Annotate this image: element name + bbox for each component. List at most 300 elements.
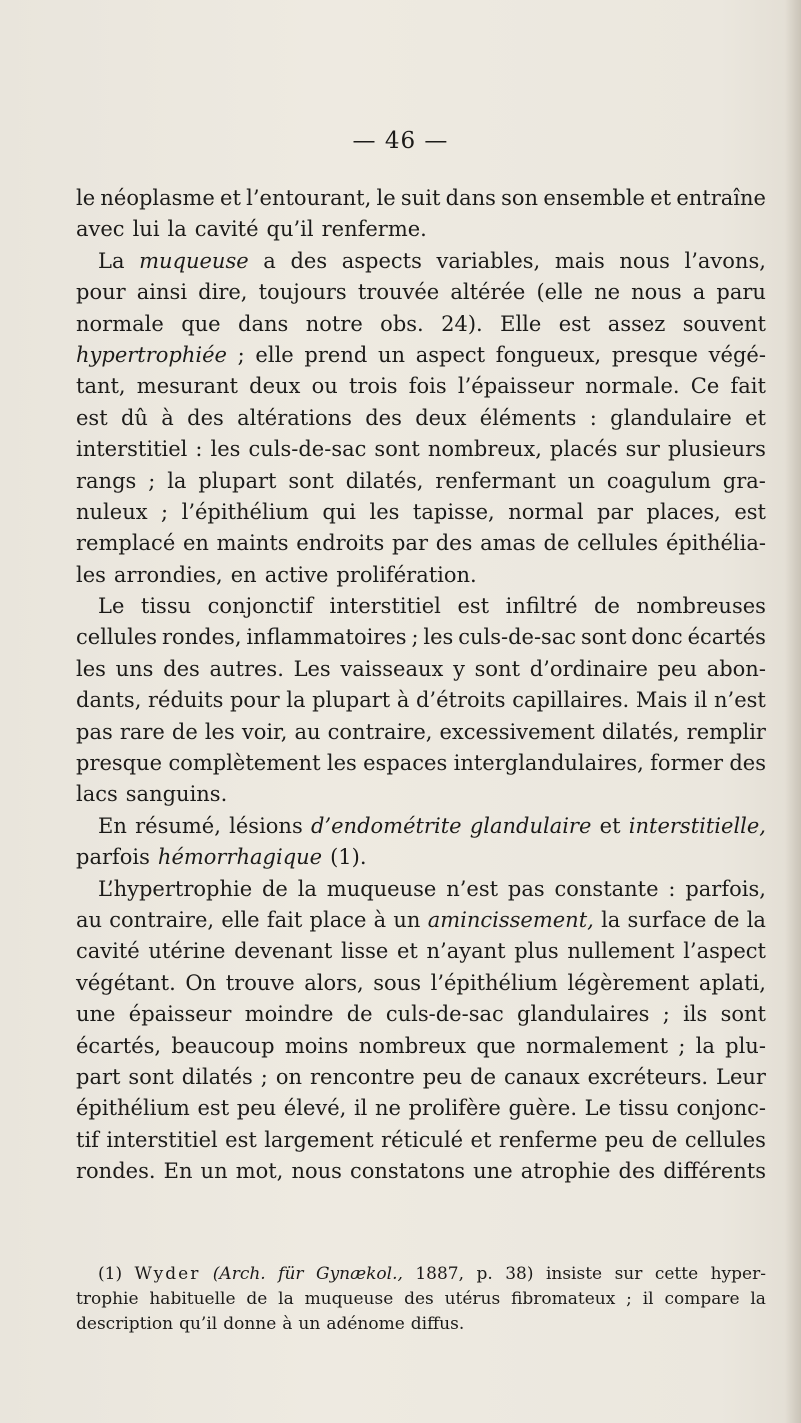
word: trophie — [76, 1289, 139, 1309]
word: excessivement — [439, 719, 595, 744]
word: presque — [76, 751, 163, 776]
word: canaux — [504, 1064, 580, 1089]
word: les — [369, 499, 400, 524]
word: elle — [255, 342, 294, 367]
word: d’ordinaire — [529, 656, 648, 681]
word: rencontre — [309, 1064, 415, 1089]
word: guère. — [508, 1096, 578, 1121]
word: sur — [614, 1264, 643, 1284]
word: : — [195, 437, 203, 462]
word: des — [290, 248, 328, 273]
word: mot, — [235, 1159, 284, 1184]
word: conjonc- — [676, 1096, 766, 1121]
word: mesurant — [136, 374, 238, 399]
word: les — [76, 562, 106, 587]
word: l’épithélium — [181, 499, 309, 524]
word: vaisseaux — [340, 656, 444, 681]
word: rare — [119, 719, 165, 744]
text-line — [76, 936, 766, 967]
word: renferme — [498, 1127, 598, 1152]
word: culs-de-sac — [385, 1002, 504, 1027]
word: lui — [132, 217, 160, 242]
word: nombreux — [358, 1033, 467, 1058]
word: ; — [148, 468, 156, 493]
word: beaucoup — [171, 1033, 275, 1058]
word: nous — [291, 1159, 342, 1184]
text-line — [76, 811, 766, 842]
word: légèrement — [567, 970, 690, 995]
word: la — [746, 907, 766, 932]
word: rangs — [76, 468, 137, 493]
text-line — [76, 622, 766, 653]
text-line — [76, 1093, 766, 1124]
word: sous — [373, 970, 421, 995]
word: épaisseur — [128, 1002, 232, 1027]
word: est — [197, 1096, 230, 1121]
word: diffus. — [410, 1314, 465, 1334]
word: sont — [288, 468, 334, 493]
word: que — [181, 311, 221, 336]
word: est — [734, 499, 766, 524]
word: tissu — [140, 594, 192, 619]
word: trois — [348, 374, 398, 399]
word: a — [263, 248, 276, 273]
word: largement — [264, 1127, 374, 1152]
word: atrophie — [520, 1159, 611, 1184]
word: (elle — [536, 280, 583, 305]
word: est — [558, 311, 591, 336]
word: variables, — [436, 248, 541, 273]
word: qu’il — [266, 217, 314, 242]
word: former — [650, 751, 723, 776]
word: cavité — [76, 939, 140, 964]
word: p. — [476, 1264, 493, 1284]
page-number: — 46 — — [352, 128, 449, 154]
word: endroits — [296, 531, 385, 556]
word: prolifère — [408, 1096, 501, 1121]
word: tapisse, — [412, 499, 495, 524]
word: nous — [619, 248, 670, 273]
word: sont — [581, 625, 627, 650]
word: Mais — [635, 688, 688, 713]
word: ils — [683, 1002, 708, 1027]
word: n’ayant — [426, 939, 506, 964]
word: excréteurs. — [587, 1064, 709, 1089]
word: abon- — [706, 656, 766, 681]
word: des — [187, 405, 224, 430]
word: est — [76, 405, 108, 430]
word: 38) — [505, 1264, 534, 1284]
word: On — [185, 970, 217, 995]
word: prend — [304, 342, 368, 367]
word: contraire, — [327, 719, 433, 744]
word: places, — [646, 499, 721, 524]
text-line — [76, 214, 766, 245]
word: plupart — [312, 688, 391, 713]
word: 1887, — [415, 1264, 465, 1284]
word: d’étroits — [415, 688, 506, 713]
word: fait — [266, 907, 303, 932]
word: gra- — [722, 468, 766, 493]
word: sont — [720, 1002, 766, 1027]
word: nous — [631, 280, 682, 305]
word: ne — [594, 280, 621, 305]
word: réduits — [148, 688, 224, 713]
text-line — [76, 1031, 766, 1062]
word: un — [567, 468, 595, 493]
word: dans — [445, 186, 496, 210]
word: place — [309, 907, 367, 932]
word: fois — [408, 374, 447, 399]
word: des — [435, 531, 473, 556]
word: muqueuse — [326, 876, 437, 901]
word: à — [161, 405, 174, 430]
word: pour — [76, 280, 126, 305]
word: parfois, — [685, 876, 766, 901]
word: mais — [554, 248, 605, 273]
word: tissu — [618, 1096, 669, 1121]
word: l’épaisseur — [457, 374, 574, 399]
word: muqueuse — [139, 248, 249, 273]
word: amincissement, — [427, 907, 594, 932]
word: Wyder — [134, 1264, 201, 1284]
word: donne — [223, 1314, 277, 1334]
word: écartés, — [76, 1033, 162, 1058]
word: (1). — [330, 845, 367, 870]
word: de — [246, 1289, 268, 1309]
word: souvent — [682, 311, 766, 336]
word: qu’il — [179, 1314, 218, 1334]
text-line — [76, 905, 766, 936]
text-line — [76, 528, 766, 559]
word: autres. — [209, 656, 284, 681]
word: à — [282, 1314, 293, 1334]
word: à — [396, 688, 410, 713]
word: capillaires. — [512, 688, 630, 713]
word: nullement — [567, 939, 675, 964]
word: surface — [627, 907, 707, 932]
word: différents — [663, 1159, 766, 1184]
text-line — [76, 779, 766, 810]
word: des — [404, 1289, 434, 1309]
word: interstitiel — [106, 1127, 218, 1152]
word: et — [470, 1127, 492, 1152]
word: une — [473, 1159, 513, 1184]
word: ; — [626, 1289, 632, 1309]
word: : — [589, 405, 597, 430]
word: muqueuse — [304, 1289, 394, 1309]
word: deux — [249, 374, 301, 399]
text-line — [76, 874, 766, 905]
word: de — [543, 531, 570, 556]
word: dants, — [76, 688, 142, 713]
word: normale — [76, 311, 164, 336]
word: il — [642, 1289, 654, 1309]
word: normale. — [585, 374, 680, 399]
word: il — [353, 1096, 368, 1121]
word: la — [167, 468, 187, 493]
word: la — [297, 876, 317, 901]
word: ; — [237, 342, 245, 367]
word: placés — [549, 437, 618, 462]
word: rondes, — [161, 625, 242, 650]
word: de — [651, 1127, 678, 1152]
word: l’avons, — [684, 248, 766, 273]
word: ; — [260, 1064, 268, 1089]
word: tif — [76, 1127, 99, 1152]
word: les — [326, 751, 357, 776]
word: réticulé — [381, 1127, 464, 1152]
word: les — [204, 719, 235, 744]
word: complètement — [168, 751, 321, 776]
word: hypertrophiée — [76, 342, 227, 367]
text-line — [76, 466, 766, 497]
word: lésions — [229, 813, 303, 838]
word: Gynækol., — [315, 1264, 403, 1284]
word: glandulaires — [517, 1002, 650, 1027]
word: fongueux, — [495, 342, 602, 367]
word: sanguins. — [125, 782, 228, 807]
word: les — [76, 656, 106, 681]
word: trouvée — [357, 280, 440, 305]
word: altérée — [450, 280, 526, 305]
word: épithélium — [76, 1096, 190, 1121]
word: par — [391, 531, 428, 556]
word: constante — [554, 876, 659, 901]
word: lacs — [76, 782, 118, 807]
word: plusieurs — [667, 437, 766, 462]
word: prolifération. — [336, 562, 477, 587]
word: ensemble — [543, 186, 645, 210]
word: la — [695, 1033, 715, 1058]
word: fibromateux — [511, 1289, 616, 1309]
word: uns — [115, 656, 154, 681]
word: espaces — [363, 751, 448, 776]
word: Leur — [716, 1064, 766, 1089]
text-line — [76, 497, 766, 528]
footnote-line — [76, 1312, 766, 1337]
word: on — [275, 1064, 303, 1089]
word: hyper- — [710, 1264, 766, 1284]
word: cette — [654, 1264, 699, 1284]
word: peu — [657, 656, 697, 681]
word: active — [264, 562, 329, 587]
word: deux — [415, 405, 467, 430]
word: dire, — [198, 280, 248, 305]
word: l’entourant, — [246, 186, 372, 210]
word: rondes. — [76, 1159, 156, 1184]
word: remplacé — [76, 531, 176, 556]
footnote-line — [76, 1287, 766, 1312]
word: néoplasme — [100, 186, 215, 210]
word: voir, — [241, 719, 288, 744]
word: son — [501, 186, 539, 210]
word: l’épithélium — [430, 970, 558, 995]
word: dû — [120, 405, 148, 430]
word: obs. — [380, 311, 424, 336]
word: insiste — [545, 1264, 603, 1284]
word: aspect — [415, 342, 486, 367]
word: habituelle — [149, 1289, 236, 1309]
word: sur — [625, 437, 660, 462]
word: un — [298, 1314, 321, 1334]
word: résumé, — [135, 813, 221, 838]
word: aspects — [341, 248, 422, 273]
text-line — [76, 717, 766, 748]
word: de — [171, 719, 198, 744]
word: par — [597, 499, 634, 524]
word: des — [163, 656, 200, 681]
word: sont — [374, 437, 420, 462]
text-line — [76, 685, 766, 716]
word: conjonctif — [207, 594, 313, 619]
word: et — [650, 186, 672, 210]
word: que — [476, 1033, 516, 1058]
word: sont — [128, 1064, 174, 1089]
word: l’aspect — [683, 939, 766, 964]
word: et — [220, 186, 241, 210]
word: culs-de-sac — [248, 437, 367, 462]
word: : — [668, 876, 676, 901]
word: avec — [76, 217, 125, 242]
word: la — [750, 1289, 766, 1309]
word: la — [278, 1289, 294, 1309]
word: für — [278, 1264, 304, 1284]
word: végétant. — [76, 970, 176, 995]
word: élevé, — [283, 1096, 347, 1121]
word: donc — [631, 625, 683, 650]
word: peu — [604, 1127, 645, 1152]
word: Le — [98, 594, 125, 619]
text-line — [76, 748, 766, 779]
text-line — [76, 591, 766, 622]
word: et — [397, 939, 418, 964]
page-edge-shadow — [785, 0, 801, 1423]
word: la — [167, 217, 187, 242]
word: interglandulaires, — [453, 751, 644, 776]
word: paru — [716, 280, 766, 305]
word: Le — [584, 1096, 612, 1121]
word: arrondies, — [113, 562, 223, 587]
word: toujours — [258, 280, 347, 305]
text-line — [76, 1062, 766, 1093]
word: une — [76, 1002, 116, 1027]
word: maints — [216, 531, 289, 556]
word: un — [377, 342, 406, 367]
word: interstitiel — [76, 437, 188, 462]
word: parfois — [76, 845, 150, 870]
word: elle — [221, 907, 260, 932]
word: de — [713, 907, 740, 932]
word: presque — [611, 342, 698, 367]
word: à — [373, 907, 387, 932]
text-line — [76, 968, 766, 999]
word: nombreux, — [427, 437, 542, 462]
word: suit — [400, 186, 441, 210]
word: tant, — [76, 374, 126, 399]
word: de — [470, 1064, 497, 1089]
word: au — [76, 907, 103, 932]
word: éléments — [479, 405, 577, 430]
body-text — [76, 183, 766, 1188]
word: et — [599, 813, 621, 838]
word: a — [692, 280, 706, 305]
word: pas — [507, 876, 545, 901]
word: il — [693, 688, 708, 713]
word: part — [76, 1064, 121, 1089]
word: devenant — [234, 939, 333, 964]
word: épithélia- — [665, 531, 766, 556]
word: des — [365, 405, 402, 430]
word: cellules — [76, 625, 158, 650]
word: dilatés — [181, 1064, 253, 1089]
word: 24). — [441, 311, 483, 336]
word: est — [225, 1127, 257, 1152]
text-line — [76, 1156, 766, 1187]
word: altérations — [237, 405, 352, 430]
word: qui — [322, 499, 357, 524]
word: La — [98, 248, 125, 273]
text-line — [76, 842, 766, 873]
word: pour — [229, 688, 280, 713]
word: adénome — [326, 1314, 405, 1334]
word: ; — [662, 1002, 670, 1027]
word: la — [601, 907, 621, 932]
word: (1) — [98, 1264, 123, 1284]
footnote-line — [76, 1262, 766, 1287]
word: nuleux — [76, 499, 148, 524]
word: moindre — [244, 1002, 334, 1027]
word: notre — [305, 311, 363, 336]
word: plupart — [198, 468, 277, 493]
word: normal — [508, 499, 584, 524]
word: contraire, — [109, 907, 215, 932]
word: description — [76, 1314, 174, 1334]
word: entraîne — [676, 186, 766, 210]
word: la — [286, 688, 306, 713]
word: plus — [514, 939, 559, 964]
word: de — [261, 876, 288, 901]
word: de — [346, 1002, 373, 1027]
word: n’est — [714, 688, 766, 713]
word: le — [376, 186, 396, 210]
text-line — [76, 371, 766, 402]
word: lisse — [340, 939, 389, 964]
word: des — [618, 1159, 656, 1184]
word: ; — [411, 625, 419, 650]
word: dans — [238, 311, 289, 336]
word: Elle — [500, 311, 542, 336]
word: végé- — [708, 342, 766, 367]
word: infiltré — [505, 594, 578, 619]
word: des — [729, 751, 766, 776]
word: ainsi — [136, 280, 188, 305]
word: les — [423, 625, 454, 650]
text-line — [76, 277, 766, 308]
word: cavité — [194, 217, 259, 242]
text-line — [76, 999, 766, 1030]
word: au — [294, 719, 321, 744]
word: L’hypertrophie — [98, 876, 253, 901]
text-line — [76, 654, 766, 685]
word: dilatés, — [345, 468, 424, 493]
word: Ce — [690, 374, 720, 399]
word: les — [210, 437, 241, 462]
word: normalement — [525, 1033, 669, 1058]
word: renferme. — [321, 217, 427, 242]
word: en — [182, 531, 209, 556]
word: est — [457, 594, 490, 619]
